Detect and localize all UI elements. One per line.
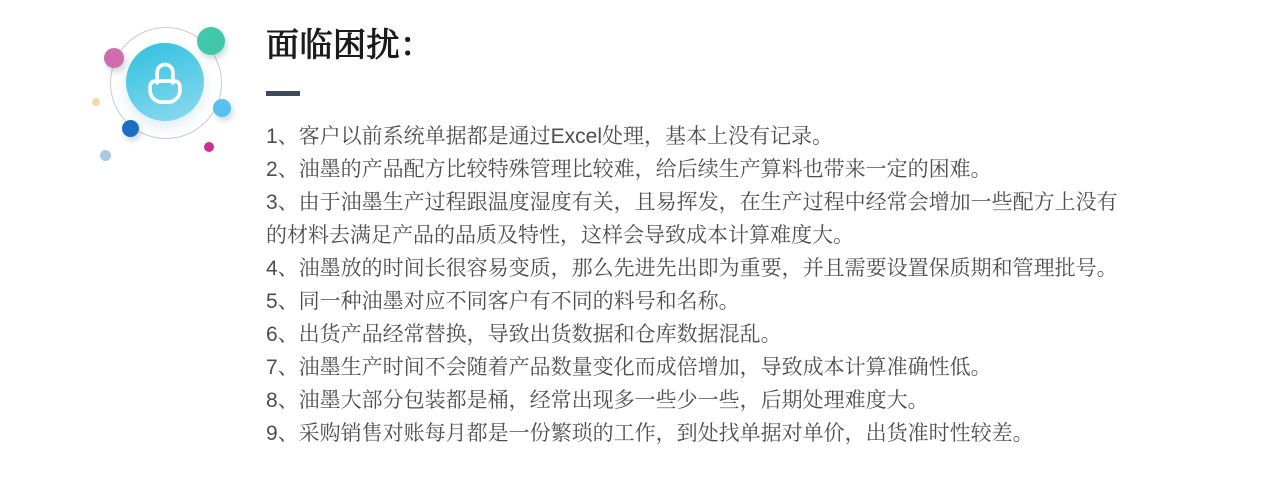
sky-blue-dot bbox=[213, 99, 231, 117]
issue-item-9: 9、采购销售对账每月都是一份繁琐的工作，到处找单据对单价，出货准时性较差。 bbox=[266, 422, 1034, 445]
pink-dot bbox=[104, 48, 124, 68]
lock-badge-circle bbox=[126, 43, 204, 121]
yellow-dot bbox=[92, 98, 100, 106]
issue-item-1: 1、客户以前系统单据都是通过Excel处理，基本上没有记录。 bbox=[266, 125, 834, 148]
pale-blue-dot bbox=[100, 150, 111, 161]
title-underline bbox=[266, 91, 300, 96]
issue-item-2: 2、油墨的产品配方比较特殊管理比较难，给后续生产算料也带来一定的困难。 bbox=[266, 158, 992, 181]
teal-dot bbox=[197, 27, 225, 55]
issue-item-6: 6、出货产品经常替换，导致出货数据和仓库数据混乱。 bbox=[266, 323, 782, 346]
issue-item-4: 4、油墨放的时间长很容易变质，那么先进先出即为重要，并且需要设置保质期和管理批号。 bbox=[266, 257, 1118, 280]
issue-item-5: 5、同一种油墨对应不同客户有不同的料号和名称。 bbox=[266, 290, 740, 313]
lock-badge bbox=[0, 0, 260, 180]
magenta-dot bbox=[204, 142, 214, 152]
issue-item-8: 8、油墨大部分包装都是桶，经常出现多一些少一些，后期处理难度大。 bbox=[266, 389, 929, 412]
section-title: 面临困扰： bbox=[266, 26, 434, 63]
issues-list bbox=[266, 120, 1128, 450]
dark-blue-dot bbox=[122, 120, 139, 137]
issue-item-7: 7、油墨生产时间不会随着产品数量变化而成倍增加，导致成本计算准确性低。 bbox=[266, 356, 992, 379]
issue-item-3: 3、由于油墨生产过程跟温度湿度有关，且易挥发，在生产过程中经常会增加一些配方上没有的材料去满足产品的品质及特性，这样会导致成本计算难度大。 bbox=[266, 191, 1118, 247]
lock-icon bbox=[144, 58, 186, 106]
